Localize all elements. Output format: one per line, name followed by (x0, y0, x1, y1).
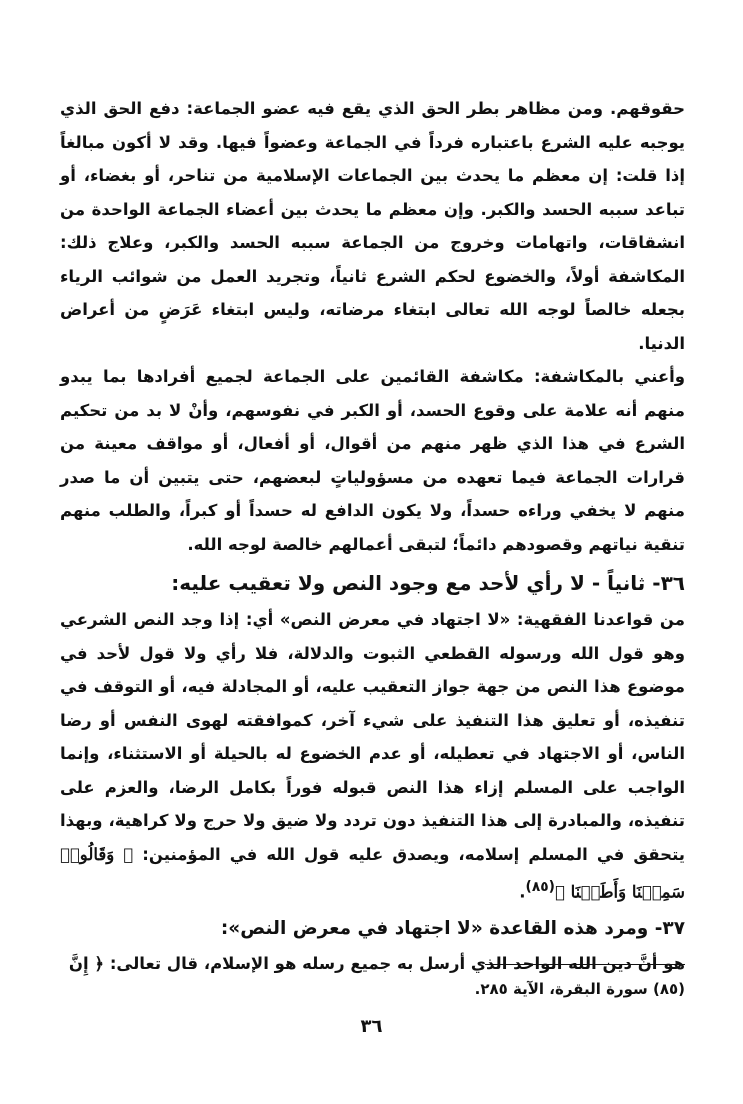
page-number: ٣٦ (360, 1016, 383, 1037)
footnote-separator (485, 964, 685, 965)
footnote-reference: (٨٥) (525, 879, 555, 895)
paragraph-2: وأعني بالمكاشفة: مكاشفة القائمين على الجماعة لجميع أفرادها بما يبدو منهم أنه علامة على وقوع الحسد، أو الكبر في نفوسهم، وأنْ لا بد من تحكيم الشرع في هذا الذي ظهر منهم من أقوال، أو أفعال، أو مواقف معينة من قرارات الجماعة فيما تعهده من مسؤولياتٍ لبعضهم، حتى يتبين أن ما صدر منهم لا يخفي وراءه حسداً، ولا يكون الدافع له حسداً أو كبراً، والطلب منهم تنقية نياتهم وقصودهم دائماً؛ لتبقى أعمالهم خالصة لوجه الله. (60, 367, 685, 554)
paragraph-3-text: من قواعدنا الفقهية: «لا اجتهاد في معرض النص» أي: إذا وجد النص الشرعي وهو قول الله ورسوله القطعي الثبوت والدلالة، فلا رأي ولا قول لأحد في موضوع هذا النص من جهة جواز التعقيب عليه، أو المجادلة فيه، أو التوقف في تنفيذه، أو تعليق هذا التنفيذ على شيء آخر، كموافقته لهوى النفس أو رضا الناس، أو الاجتهاد في تعطيله، أو عدم الخضوع له بالحيلة أو الاستثناء، وإنما الواجب على المسلم إزاء هذا النص قبوله فوراً بكامل الرضا، والعزم على تنفيذه، والمبادرة إلى هذا التنفيذ دون تردد ولا ضيق ولا حرج ولا كراهية، وبهذا يتحقق في المسلم إسلامه، ويصدق عليه قول الله في المؤمنين: (60, 610, 685, 864)
section-heading-37: ٣٧- ومرد هذه القاعدة «لا اجتهاد في معرض النص»: (220, 918, 685, 939)
paragraph-3: من قواعدنا الفقهية: «لا اجتهاد في معرض النص» أي: إذا وجد النص الشرعي وهو قول الله ورسوله القطعي الثبوت والدلالة، فلا رأي ولا قول لأحد في موضوع هذا النص من جهة جواز التعقيب عليه، أو المجادلة فيه، أو التوقف في تنفيذه، أو تعليق هذا التنفيذ على شيء آخر، كموافقته لهوى النفس أو رضا الناس، أو الاجتهاد في تعطيله، أو عدم الخضوع له بالحيلة أو الاستثناء، وإنما الواجب على المسلم إزاء هذا النص قبوله فوراً بكامل الرضا، والعزم على تنفيذه، والمبادرة إلى هذا التنفيذ دون تردد ولا ضيق ولا حرج ولا كراهية، وبهذا يتحقق في المسلم إسلامه، ويصدق عليه قول الله في المؤمنين: ﴿ وَقَالُوا۟ سَمِعۡنَا وَأَطَعۡنَا ﴾$^{(٨٥)}$. (60, 610, 685, 902)
section-heading-36: ٣٦- ثانياً - لا رأي لأحد مع وجود النص ولا تعقيب عليه: (171, 571, 685, 595)
paragraph-1: حقوقهم. ومن مظاهر بطر الحق الذي يقع فيه عضو الجماعة: دفع الحق الذي يوجبه عليه الشرع باعتباره فرداً في الجماعة وعضواً فيها. وقد لا أكون مبالغاً إذا قلت: إن معظم ما يحدث بين الجماعات الإسلامية من تناحر، أو بغضاء، أو تباعد سببه الحسد والكبر. وإن معظم ما يحدث بين أعضاء الجماعة الواحدة من انشقاقات، واتهامات وخروج من الجماعة سببه الحسد والكبر، وعلاج ذلك: المكاشفة أولاً، والخضوع لحكم الشرع ثانياً، وتجريد العمل من شوائب الرياء بجعله خالصاً لوجه الله تعالى ابتغاء مرضاته، وليس ابتغاء عَرَضٍ من أعراض الدنيا. (60, 99, 685, 353)
quran-verse: ﴿ وَقَالُوا۟ سَمِعۡنَا وَأَطَعۡنَا ﴾ (60, 844, 685, 902)
paragraph-4: هو أنَّ دين الله الواحد الذي أرسل به جميع رسله هو الإسلام، قال تعالى: ﴿ إِنَّ (68, 954, 685, 973)
footnote-85: (٨٥) سورة البقرة، الآية ٢٨٥. (474, 980, 685, 998)
page-body (60, 92, 685, 981)
